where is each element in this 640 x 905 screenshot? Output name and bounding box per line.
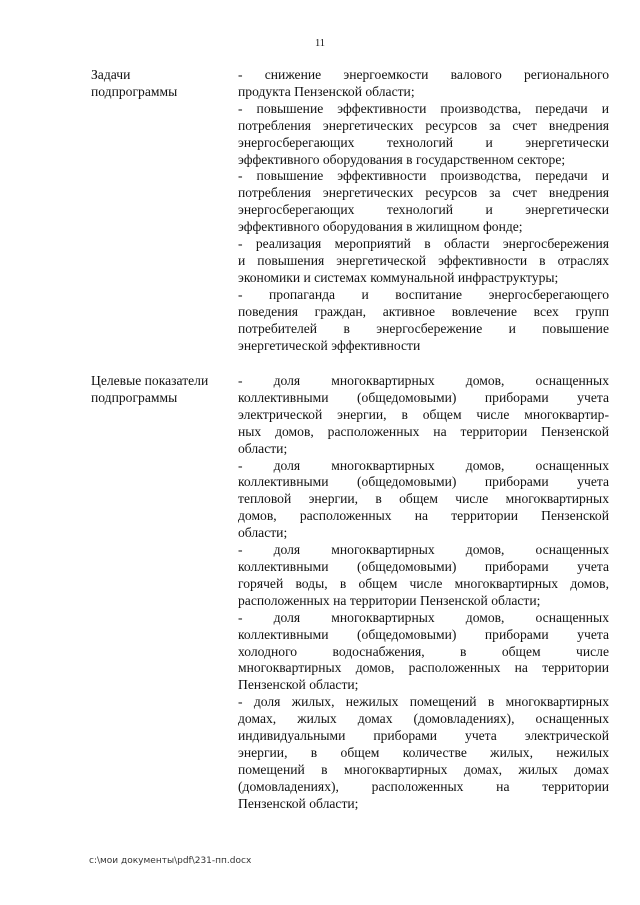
- list-item-line: горячей воды, в общем числе многоквартирных домов,: [238, 575, 609, 591]
- list-item: [238, 236, 609, 287]
- list-item-line: индивидуальными приборами учета электрической: [238, 728, 609, 744]
- list-item-line: - доля жилых, нежилых помещений в многоквартирных: [238, 694, 609, 710]
- list-item-line: многоквартирных домов, расположенных на территории: [238, 660, 609, 676]
- list-item: [238, 287, 609, 355]
- list-item-line: энергетической эффективности: [238, 337, 421, 353]
- list-item-line: - пропаганда и воспитание энергосберегающего: [238, 286, 609, 302]
- list-item-line: области;: [238, 440, 288, 456]
- list-item-line: - доля многоквартирных домов, оснащенных: [238, 373, 609, 388]
- list-item-line: экономики и системах коммунальной инфраструктуры;: [238, 269, 559, 285]
- list-item-line: продукта Пензенской области;: [238, 83, 415, 99]
- list-item: [238, 373, 609, 458]
- list-item-line: - повышение эффективности производства, передачи и: [238, 168, 609, 184]
- label-line: подпрограммы: [91, 389, 178, 405]
- list-item-line: электрической энергии, в общем числе многоквартир-: [238, 406, 609, 422]
- list-item-line: расположенных на территории Пензенской области;: [238, 592, 541, 608]
- list-item-line: коллективными (общедомовыми) приборами учета: [238, 474, 609, 490]
- list-item-line: - повышение эффективности производства, передачи и: [238, 100, 609, 116]
- list-item-line: - доля многоквартирных домов, оснащенных: [238, 542, 609, 558]
- list-item-line: энергии, в общем количестве жилых, нежилых: [238, 744, 609, 760]
- list-item: [238, 542, 609, 610]
- list-item-line: потребления энергетических ресурсов за счет внедрения: [238, 185, 609, 201]
- list-item-line: области;: [238, 525, 288, 541]
- list-item-line: Пензенской области;: [238, 795, 359, 811]
- section-tasks: [91, 67, 609, 354]
- list-item-line: коллективными (общедомовыми) приборами учета: [238, 389, 609, 405]
- section-label: [91, 373, 238, 813]
- section-label: [91, 67, 238, 354]
- list-item-line: тепловой энергии, в общем числе многоквартирных: [238, 491, 609, 507]
- list-item: [238, 168, 609, 236]
- page-number: 11: [314, 38, 326, 49]
- list-item-line: и повышения энергетической эффективности в отраслях: [238, 252, 609, 268]
- list-item-line: коллективными (общедомовыми) приборами учета: [238, 626, 609, 642]
- list-item-line: - доля многоквартирных домов, оснащенных: [238, 609, 609, 625]
- list-item-line: эффективного оборудования в жилищном фонде;: [238, 219, 523, 235]
- list-item-line: потребления энергетических ресурсов за счет внедрения: [238, 117, 609, 133]
- list-item-line: поведения граждан, активное вовлечение всех групп: [238, 303, 609, 319]
- section-content: [238, 67, 609, 354]
- list-item-line: эффективного оборудования в государственном секторе;: [238, 151, 566, 167]
- list-item-line: потребителей в энергосбережение и повышение: [238, 320, 609, 336]
- list-item-line: энергосберегающих технологий и энергетически: [238, 134, 609, 150]
- file-path-footer: c:\мои документы\pdf\231-пп.docx: [89, 856, 252, 866]
- list-item-line: энергосберегающих технологий и энергетически: [238, 202, 609, 218]
- list-item-line: (домовладениях), расположенных на территории: [238, 778, 609, 794]
- label-line: подпрограммы: [91, 83, 178, 99]
- list-item: [238, 458, 609, 543]
- list-item-line: - доля многоквартирных домов, оснащенных: [238, 457, 609, 473]
- list-item-line: домах, жилых домах (домовладениях), оснащенных: [238, 711, 609, 727]
- list-item-line: холодного водоснабжения, в общем числе: [238, 643, 609, 659]
- label-line: Целевые показатели: [91, 373, 209, 388]
- section-target-indicators: [91, 373, 609, 813]
- section-content: [238, 373, 609, 813]
- list-item-line: домов, расположенных на территории Пензенской: [238, 508, 609, 524]
- list-item-line: помещений в многоквартирных домах, жилых домах: [238, 761, 609, 777]
- list-item: [238, 694, 609, 812]
- list-item-line: - снижение энергоемкости валового регионального: [238, 67, 609, 82]
- list-item-line: Пензенской области;: [238, 677, 359, 693]
- list-item: [238, 67, 609, 101]
- list-item-line: ных домов, расположенных на территории Пензенской: [238, 423, 609, 439]
- list-item: [238, 101, 609, 169]
- label-line: Задачи: [91, 67, 131, 82]
- list-item: [238, 610, 609, 695]
- list-item-line: коллективными (общедомовыми) приборами учета: [238, 558, 609, 574]
- list-item-line: - реализация мероприятий в области энергосбережения: [238, 236, 609, 252]
